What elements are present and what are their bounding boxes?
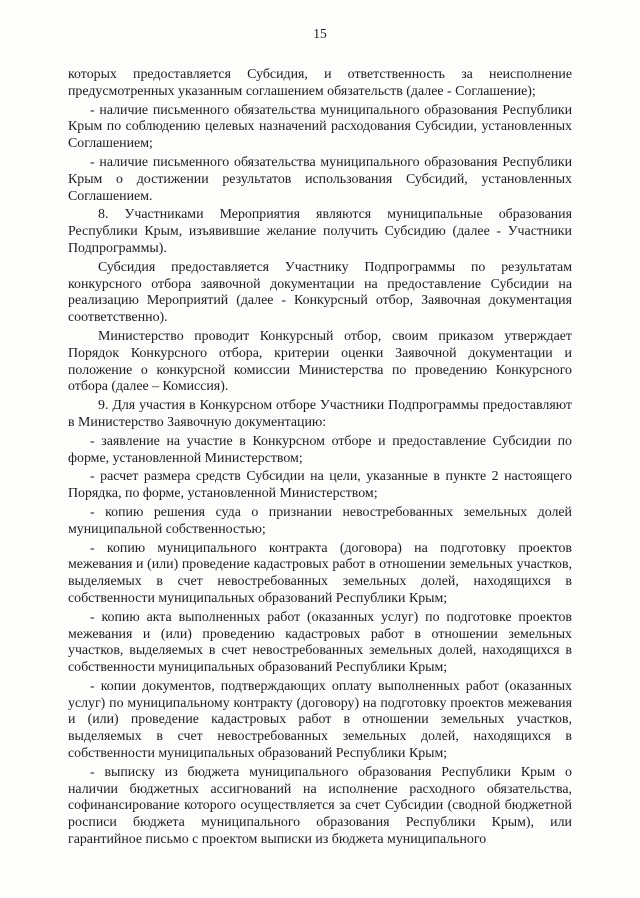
list-item-results-obligation: - наличие письменного обязательства муниципального образования Республики Крым о достижении результатов использования Субсидий, установленных Соглашением. (68, 154, 572, 204)
list-item-court-decision: - копию решения суда о признании невостребованных земельных долей муниципальной собственностью; (68, 504, 572, 537)
document-body (68, 67, 572, 849)
paragraph-subsidy-provision: Субсидия предоставляется Участнику Подпрограммы по результатам конкурсного отбора заявочной документации на предоставление Субсидии на реализацию Мероприятий (далее - Конкурсный отбор, Заявочная документация соответственно). (68, 259, 572, 326)
paragraph-clause-9: 9. Для участия в Конкурсном отборе Участники Подпрограммы предоставляют в Министерство Заявочную документацию: (68, 398, 572, 430)
list-item-payment-documents: - копии документов, подтверждающих оплату выполненных работ (оказанных услуг) по муниципальному контракту (договору) на подготовку проектов межевания и (или) проведение кадастровых работ в отношении земельных участков, выделяемых в счет невостребованных земельных долей, находящихся в собственности муниципальных образований Республики Крым; (68, 678, 572, 762)
paragraph-ministry-selection: Министерство проводит Конкурсный отбор, своим приказом утверждает Порядок Конкурсного отбора, критерии оценки Заявочной документации и положение о конкурсной комиссии Министерства по проведению Конкурсного отбора (далее – Комиссия). (68, 328, 572, 395)
list-item-municipal-contract: - копию муниципального контракта (договора) на подготовку проектов межевания и (или) проведение кадастровых работ в отношении земельных участков, выделяемых в счет невостребованных земельных долей, находящихся в собственности муниципальных образований Республики Крым; (68, 540, 572, 606)
list-item-budget-extract: - выписку из бюджета муниципального образования Республики Крым о наличии бюджетных ассигнований на исполнение расходного обязательства, софинансирование которого осуществляется за счет Субсидии (сводной бюджетной росписи бюджета муниципального образования Республики Крым), или гарантийное письмо с проектом выписки из бюджета муниципального (68, 764, 572, 848)
list-item-subsidy-calculation: - расчет размера средств Субсидии на цели, указанные в пункте 2 настоящего Порядка, по форме, установленной Министерством; (68, 469, 572, 502)
paragraph-clause-8: 8. Участниками Мероприятия являются муниципальные образования Республики Крым, изъявившие желание получить Субсидию (далее - Участники Подпрограммы). (68, 207, 572, 256)
list-item-application: - заявление на участие в Конкурсном отборе и предоставление Субсидии по форме, установленной Министерством; (68, 433, 572, 466)
paragraph-agreement-continuation: которых предоставляется Субсидия, и ответственность за неисполнение предусмотренных указанным соглашением обязательств (далее - Соглашение); (68, 67, 572, 99)
list-item-completion-act: - копию акта выполненных работ (оказанных услуг) по подготовке проектов межевания и (или) проведению кадастровых работ в отношении земельных участков, выделяемых в счет невостребованных земельных долей, находящихся в собственности муниципальных образований Республики Крым; (68, 609, 572, 676)
page-number: 15 (313, 26, 327, 41)
list-item-target-use-obligation: - наличие письменного обязательства муниципального образования Республики Крым по соблюдению целевых назначений расходования Субсидии, установленных Соглашением; (68, 102, 572, 152)
